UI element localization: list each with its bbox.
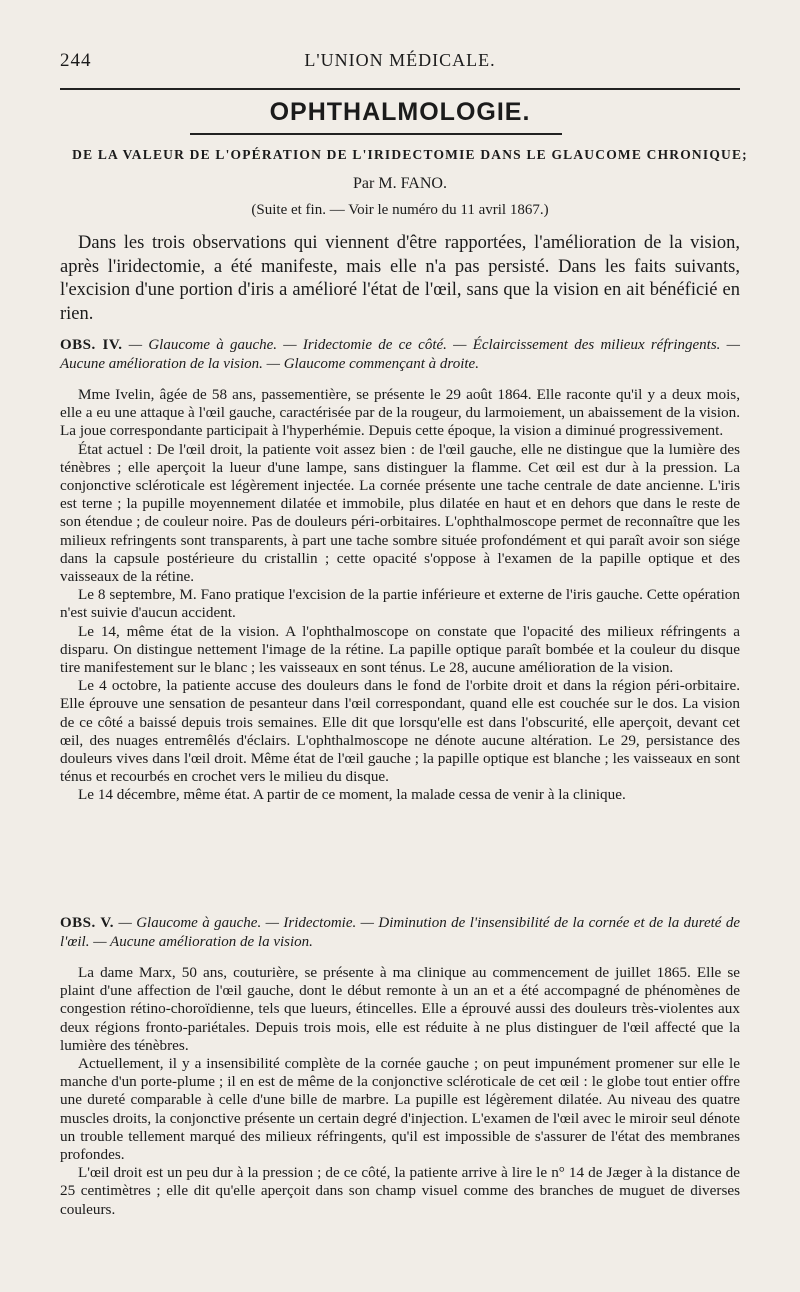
obs-4-paragraph: Mme Ivelin, âgée de 58 ans, passementière, se présente le 29 août 1864. Elle raconte qu'il y a deux mois, elle a eu une attaque à l'œil gauche, caractérisée par de la rougeur, du larmoiement, un abaissement de la vision. La joue correspondante participait à l'hyperhémie. Depuis cette époque, la vision a diminué progressivement.	[60, 386, 740, 440]
section-rule	[190, 133, 562, 135]
page-number: 244	[60, 50, 92, 71]
article-title: DE LA VALEUR DE L'OPÉRATION DE L'IRIDECTOMIE DANS LE GLAUCOME CHRONIQUE;	[72, 147, 748, 162]
continuation-note: (Suite et fin. — Voir le numéro du 11 avril 1867.)	[251, 202, 549, 218]
obs-4-paragraph: Le 14 décembre, même état. A partir de ce moment, la malade cessa de venir à la clinique.	[78, 786, 626, 804]
obs-4-paragraph: Le 14, même état de la vision. A l'ophthalmoscope on constate que l'opacité des milieux réfringents a disparu. On distingue nettement l'image de la rétine. La papille optique paraît bombée et la couleur du disque tire manifestement sur le blanc ; les vaisseaux en sont ténus. Le 28, aucune amélioration de la vision.	[60, 622, 740, 677]
obs-5-heading	[60, 914, 740, 952]
obs-4-paragraph: Le 4 octobre, la patiente accuse des douleurs dans le fond de l'orbite droit et dans la région péri-orbitaire. Elle éprouve une sensation de pesanteur dans l'œil correspondant, quand elle est couchée sur le dos. La vision de ce côté a baissé depuis trois semaines. Elle dit que lorsqu'elle est dans l'obscurité, elle aperçoit, devant cet œil, des nuages entremêlés d'éclairs. L'ophthalmoscope ne dénote aucune altération. Le 29, persistance des douleurs vives dans l'œil droit. Même état de l'œil gauche ; la papille optique est blanche ; les vaisseaux en sont ténus et recourbés en crochet vers le milieu du disque.	[60, 677, 740, 786]
obs-5-paragraph: La dame Marx, 50 ans, couturière, se présente à ma clinique au commencement de juillet 1865. Elle se plaint d'une affection de l'œil gauche, dont le début remonte à un an et a été accompagné de phénomènes de congestion rétino-choroïdienne, tels que lueurs, étincelles. Elle a éprouvé aussi des douleurs très-violentes aux deux régions fronto-pariétales. Depuis trois mois, elle est réduite à ne plus distinguer de l'œil affecté que la lumière des ténèbres.	[60, 964, 740, 1054]
lead-paragraph: Dans les trois observations qui viennent d'être rapportées, l'amélioration de la vision, après l'iridectomie, a été manifeste, mais elle n'a pas persisté. Dans les faits suivants, l'excision d'une portion d'iris a amélioré l'état de l'œil, sans que la vision en ait bénéficié en rien.	[60, 233, 740, 324]
obs-5-label: OBS. V.	[60, 915, 115, 931]
running-head: L'UNION MÉDICALE.	[304, 50, 496, 70]
obs-4-paragraph: État actuel : De l'œil droit, la patiente voit assez bien : de l'œil gauche, elle ne distingue que la lumière des ténèbres ; elle aperçoit la lueur d'une lampe, sans distinguer la flamme. Cet œil est dur à la pression. La conjonctive scléroticale est légèrement injectée. La cornée présente une tache centrale de date ancienne. L'iris est terne ; la pupille moyennement dilatée et immobile, plus dilatée en haut et en dehors que dans le reste de son étendue ; de couleur noire. Pas de douleurs péri-orbitaires. L'ophthalmoscope permet de reconnaître que les milieux refringents sont transparents, à part une tache sombre située profondément et qui paraît avoir son siége dans la capsule postérieure du cristallin ; cette opacité s'oppose à l'examen de la papille optique et des vaisseaux de la rétine.	[60, 440, 740, 586]
page-header	[60, 46, 740, 74]
obs-4-paragraph: Le 8 septembre, M. Fano pratique l'excision de la partie inférieure et externe de l'iris gauche. Cette opération n'est suivie d'aucun accident.	[60, 586, 740, 622]
obs-4-label: OBS. IV.	[60, 337, 123, 353]
article-byline: Par M. FANO.	[353, 175, 447, 192]
obs-4-heading	[60, 336, 740, 374]
obs-4-summary: — Glaucome à gauche. — Iridectomie de ce côté. — Éclaircissement des milieux réfringents. — Aucune amélioration de la vision. — Glaucome commençant à droite.	[60, 337, 740, 372]
section-title: OPHTHALMOLOGIE.	[269, 98, 531, 126]
obs-5-paragraph: Actuellement, il y a insensibilité complète de la cornée gauche ; on peut impunément promener sur elle le manche d'un porte-plume ; il en est de même de la conjonctive scléroticale de cet œil : le globe tout entier offre une dureté comparable à celle d'une bille de marbre. La pupille est légèrement dilatée. Au niveau des quatre muscles droits, la conjonctive présente un certain degré d'injection. L'examen de l'œil avec le miroir seul dénote un trouble tellement marqué des milieux réfringents, qu'il est impossible de s'assurer de l'état des membranes profondes.	[60, 1055, 740, 1164]
header-rule	[60, 88, 740, 90]
obs-5-summary: — Glaucome à gauche. — Iridectomie. — Diminution de l'insensibilité de la cornée et de la dureté de l'œil. — Aucune amélioration de la vision.	[60, 915, 740, 950]
obs-5-paragraph: L'œil droit est un peu dur à la pression ; de ce côté, la patiente arrive à lire le n° 14 de Jæger à la distance de 25 centimètres ; elle dit qu'elle aperçoit dans son champ visuel comme des branches de muguet de diverses couleurs.	[60, 1164, 740, 1218]
obs-5-body	[60, 964, 740, 1219]
obs-4-body	[60, 386, 740, 805]
